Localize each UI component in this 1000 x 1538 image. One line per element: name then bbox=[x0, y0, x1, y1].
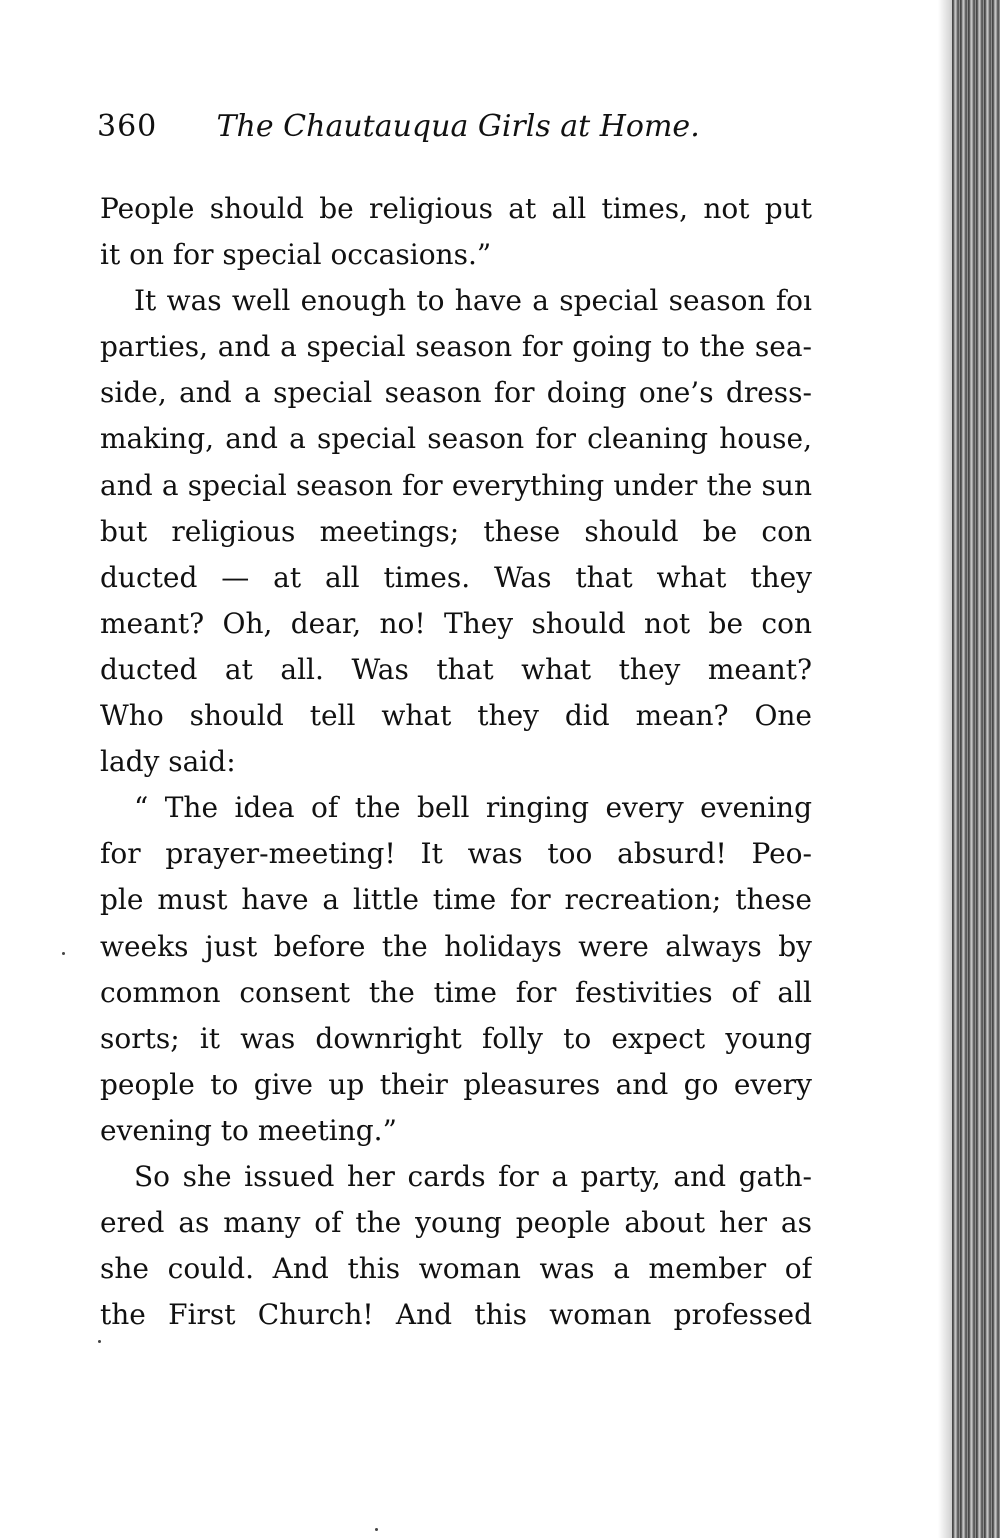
text-line: parties, and a special season for going to the sea- bbox=[100, 330, 812, 364]
text-line: she could. And this woman was a member of bbox=[100, 1252, 812, 1286]
text-line: People should be religious at all times, not put bbox=[100, 192, 812, 225]
text-line: it on for special occasions.” bbox=[100, 238, 492, 272]
text-line: making, and a special season for cleaning house, bbox=[100, 422, 812, 456]
text-line: So she issued her cards for a party, and gath- bbox=[134, 1159, 812, 1193]
page-edge-gutter bbox=[952, 0, 1000, 1538]
running-head bbox=[97, 105, 817, 149]
body-text bbox=[100, 186, 812, 1338]
text-line: ducted at all. Was that what they meant? bbox=[100, 652, 812, 686]
text-line: evening to meeting.” bbox=[100, 1113, 397, 1147]
print-speck bbox=[62, 952, 65, 955]
text-line: Who should tell what they did mean? One bbox=[100, 699, 812, 733]
text-line: ducted — at all times. Was that what they bbox=[100, 560, 812, 594]
print-speck bbox=[375, 1528, 378, 1531]
binding-shadow bbox=[938, 0, 952, 1538]
text-line: meant? Oh, dear, no! They should not be con bbox=[100, 606, 812, 640]
text-line: ple must have a little time for recreation; these bbox=[100, 883, 812, 917]
page-number: 360 bbox=[97, 109, 158, 144]
text-line: sorts; it was downright folly to expect young bbox=[100, 1021, 812, 1055]
text-line: for prayer-meeting! It was too absurd! Peo- bbox=[100, 837, 812, 871]
text-line: common consent the time for festivities of all bbox=[100, 975, 812, 1009]
print-speck bbox=[98, 1340, 101, 1343]
text-line: side, and a special season for doing one’s dress- bbox=[100, 376, 812, 410]
text-line: It was well enough to have a special season foı bbox=[134, 284, 812, 318]
text-line: ered as many of the young people about her as bbox=[100, 1206, 812, 1240]
text-line: and a special season for everything under the sun bbox=[100, 468, 812, 502]
text-line: people to give up their pleasures and go every bbox=[100, 1067, 812, 1101]
text-line: weeks just before the holidays were always by bbox=[100, 929, 812, 963]
text-line: “ The idea of the bell ringing every evening bbox=[134, 791, 812, 825]
text-line: lady said: bbox=[100, 745, 236, 779]
running-title: The Chautauqua Girls at Home. bbox=[216, 109, 700, 144]
text-line: but religious meetings; these should be con bbox=[100, 514, 812, 548]
text-line: the First Church! And this woman professed bbox=[100, 1298, 812, 1332]
